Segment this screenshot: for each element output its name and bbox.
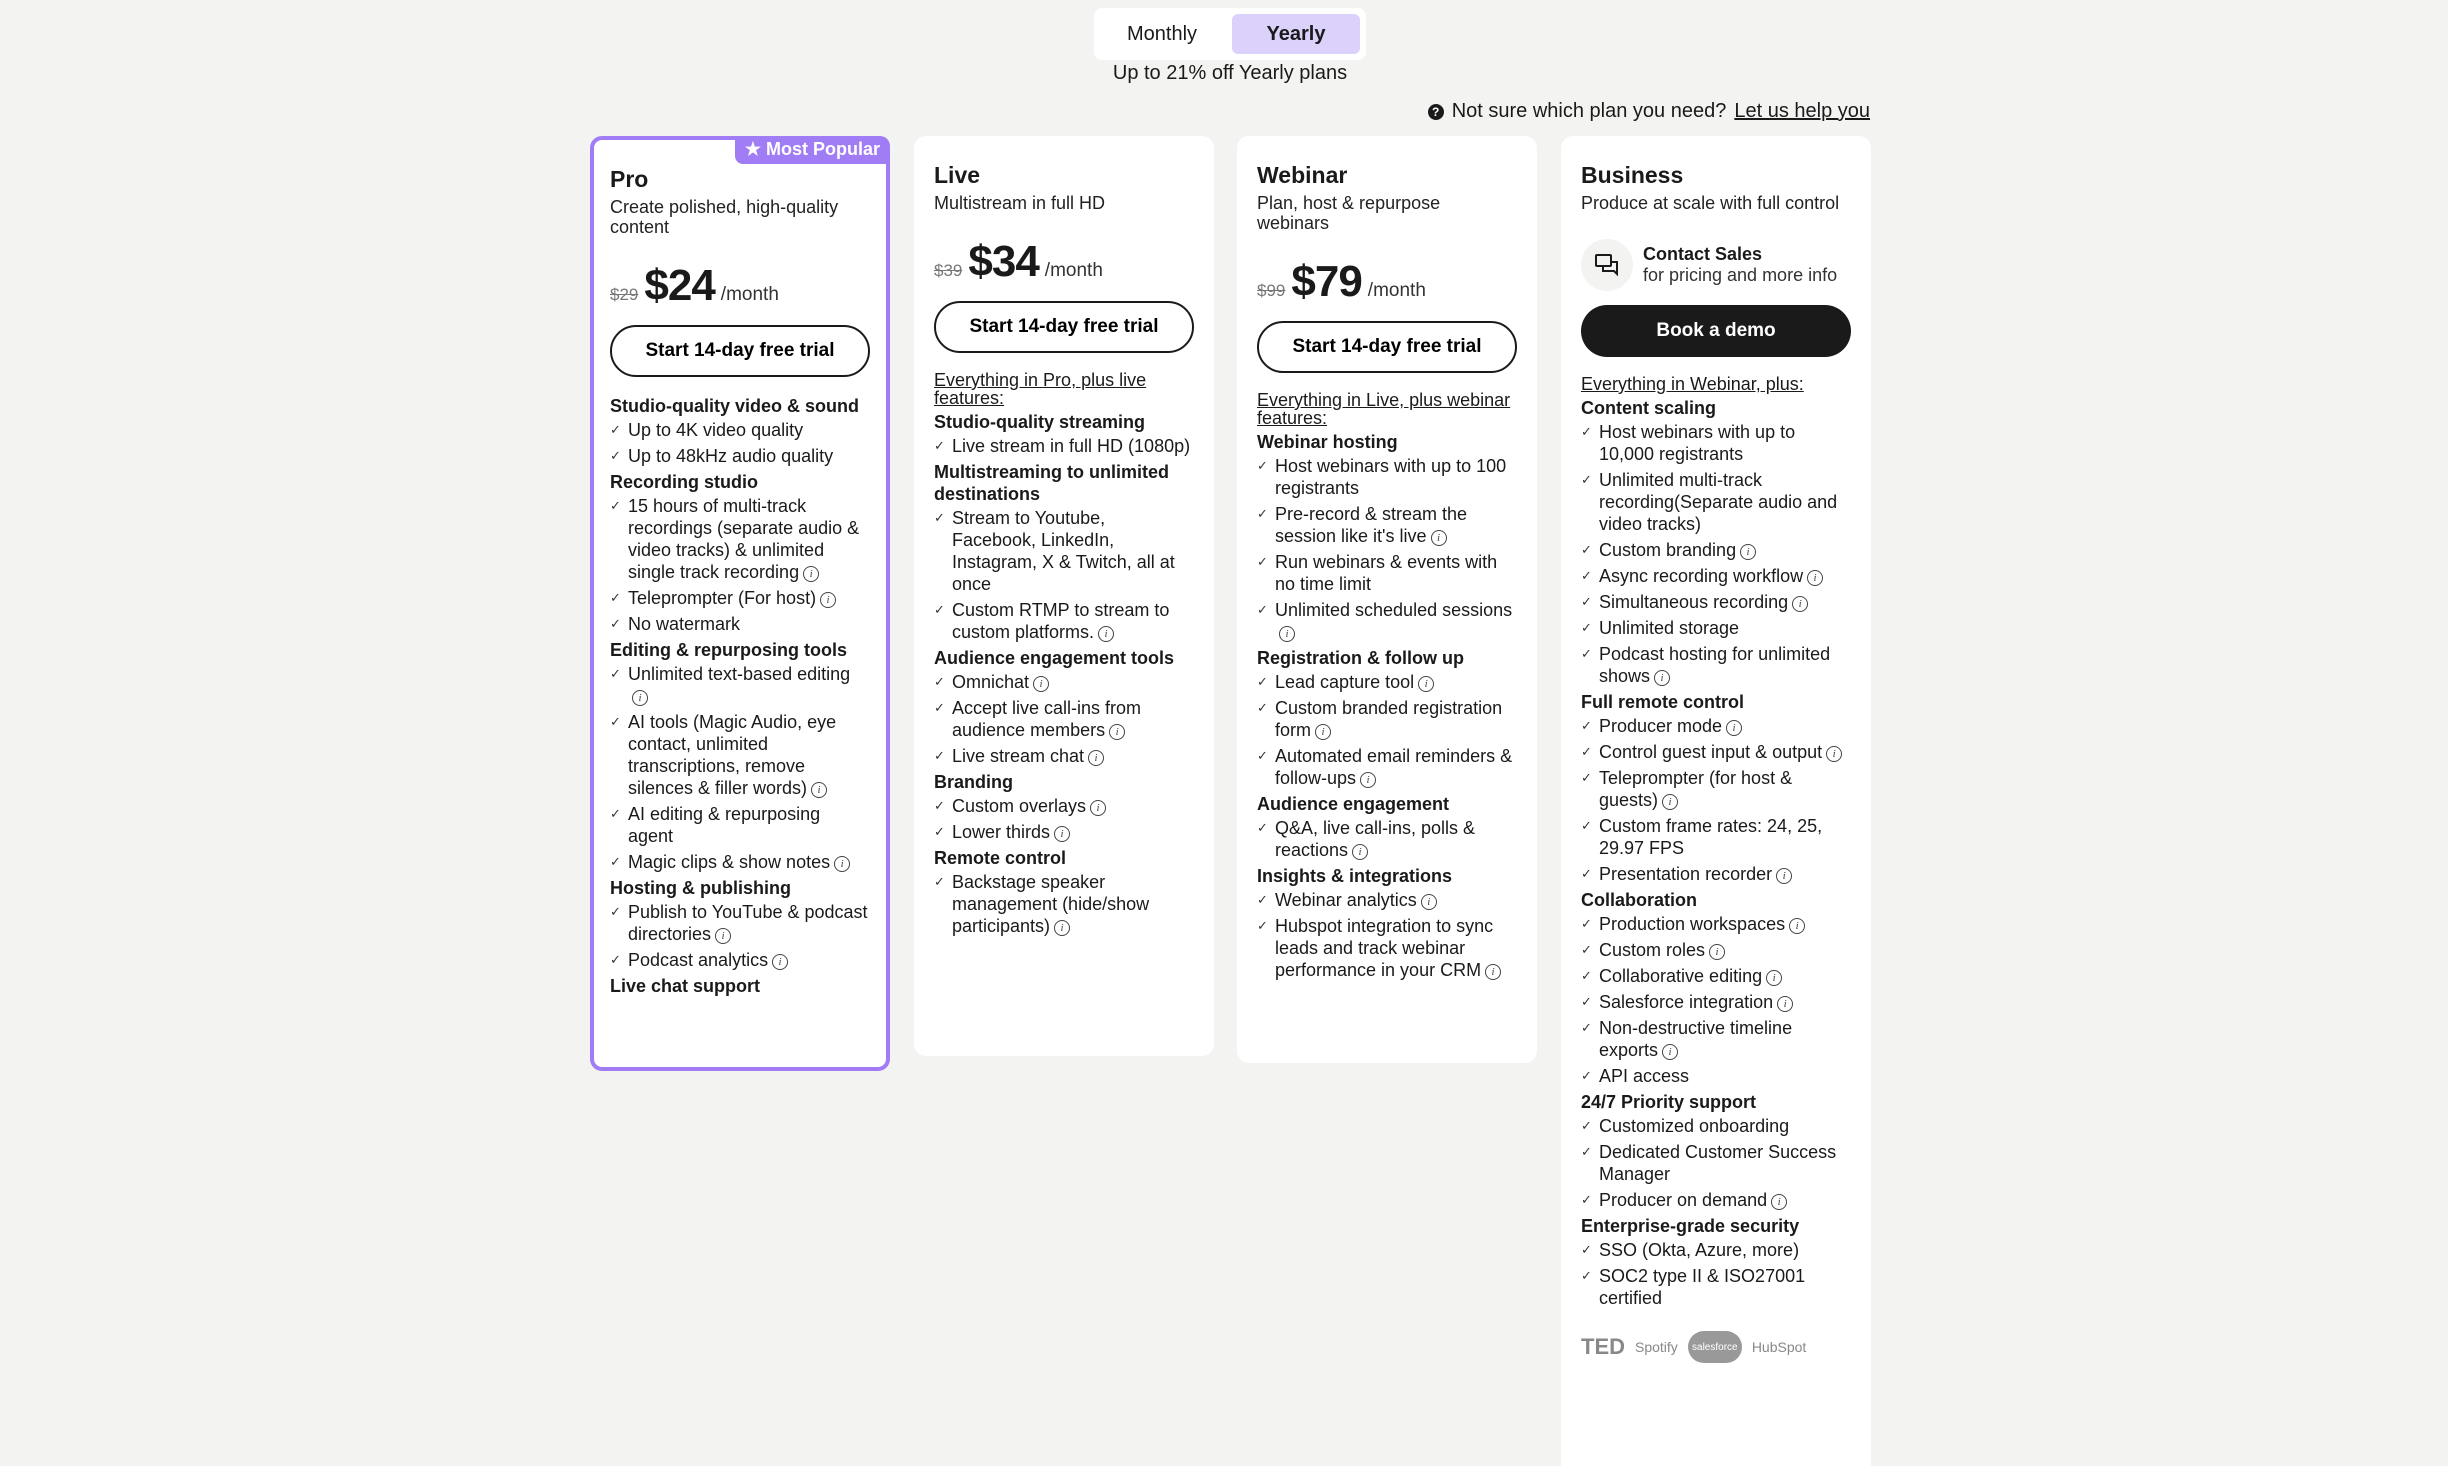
info-icon[interactable]: i: [1654, 670, 1670, 686]
feature-text: Content scaling: [1581, 398, 1717, 418]
feature-text: Async recording workflow: [1599, 566, 1804, 586]
feature-text: Remote control: [934, 848, 1067, 868]
feature-text: Backstage speaker management (hide/show participants): [952, 872, 1150, 936]
feature-section-heading: [1257, 865, 1517, 887]
feature-item: [1581, 1065, 1851, 1087]
feature-item: [1581, 1115, 1851, 1137]
feature-item: [1581, 1017, 1851, 1061]
feature-list: [1581, 375, 1851, 1309]
feature-item: [610, 419, 870, 441]
feature-section-heading: [610, 877, 870, 899]
info-icon[interactable]: i: [1776, 868, 1792, 884]
feature-text: Presentation recorder: [1599, 864, 1773, 884]
feature-section-heading: [610, 471, 870, 493]
plan-card-webinar: [1237, 136, 1537, 1063]
feature-text: Up to 48kHz audio quality: [628, 446, 834, 466]
info-icon[interactable]: i: [803, 566, 819, 582]
feature-item: [934, 821, 1194, 843]
info-icon[interactable]: i: [1421, 894, 1437, 910]
price-row: [610, 261, 870, 311]
feature-text: Multistreaming to unlimited destinations: [934, 462, 1170, 504]
feature-text: Enterprise-grade security: [1581, 1216, 1800, 1236]
feature-item: [1581, 1265, 1851, 1309]
feature-item: [610, 803, 870, 847]
info-icon[interactable]: i: [820, 592, 836, 608]
yearly-toggle-button[interactable]: Yearly: [1232, 14, 1360, 54]
feature-text: SSO (Okta, Azure, more): [1599, 1240, 1800, 1260]
plan-card-live: [914, 136, 1214, 1056]
feature-item: [1581, 767, 1851, 811]
feature-section-heading: [934, 411, 1194, 433]
feature-item: [934, 871, 1194, 937]
feature-intro: [1581, 375, 1851, 393]
feature-text: Hosting & publishing: [610, 878, 791, 898]
plan-help: [1428, 100, 1870, 123]
feature-text: Branding: [934, 772, 1013, 792]
info-icon[interactable]: i: [1431, 530, 1447, 546]
feature-list: [1257, 391, 1517, 981]
plan-name: Webinar: [1257, 162, 1348, 188]
info-icon[interactable]: i: [1360, 772, 1376, 788]
book-demo-button[interactable]: Book a demo: [1581, 305, 1851, 357]
contact-sales-subtitle: for pricing and more info: [1643, 265, 1838, 285]
feature-text: Audience engagement tools: [934, 648, 1175, 668]
feature-section-heading: [934, 847, 1194, 869]
feature-section-heading: [1581, 397, 1851, 419]
feature-item: [1581, 741, 1851, 763]
feature-text: Unlimited storage: [1599, 618, 1740, 638]
feature-section-heading: [934, 771, 1194, 793]
plan-tagline: Produce at scale with full control: [1581, 193, 1840, 213]
feature-item: [934, 599, 1194, 643]
old-price: $99: [1257, 281, 1286, 300]
info-icon[interactable]: i: [1485, 964, 1501, 980]
info-icon[interactable]: i: [1033, 676, 1049, 692]
feature-item: [1581, 939, 1851, 961]
feature-text: API access: [1599, 1066, 1690, 1086]
info-icon[interactable]: i: [1418, 676, 1434, 692]
info-icon[interactable]: i: [1054, 920, 1070, 936]
info-icon[interactable]: i: [1088, 750, 1104, 766]
info-icon[interactable]: i: [1726, 720, 1742, 736]
feature-section-heading: [1257, 647, 1517, 669]
feature-text: Podcast analytics: [628, 950, 769, 970]
plan-tagline: Plan, host & repurpose webinars: [1257, 193, 1441, 233]
feature-text: Everything in Webinar, plus:: [1581, 374, 1804, 394]
info-icon[interactable]: i: [1279, 626, 1295, 642]
price-row: [934, 237, 1194, 287]
feature-item: [1581, 815, 1851, 859]
info-icon[interactable]: i: [1777, 996, 1793, 1012]
feature-text: Custom overlays: [952, 796, 1087, 816]
feature-item: [1257, 697, 1517, 741]
feature-section-heading: [934, 461, 1194, 505]
feature-text: Q&A, live call-ins, polls & reactions: [1275, 818, 1476, 860]
feature-item: [1581, 991, 1851, 1013]
feature-text: Custom branded registration form: [1275, 698, 1503, 740]
feature-item: [1257, 551, 1517, 595]
feature-section-heading: [1257, 793, 1517, 815]
plan-tagline: Multistream in full HD: [934, 193, 1106, 213]
feature-text: Pre-record & stream the session like it's live: [1275, 504, 1468, 546]
feature-text: Teleprompter (for host & guests): [1599, 768, 1793, 810]
feature-item: [610, 613, 870, 635]
feature-text: Publish to YouTube & podcast directories: [628, 902, 868, 944]
feature-list: [934, 371, 1194, 937]
feature-text: Lead capture tool: [1275, 672, 1415, 692]
feature-section-heading: [610, 395, 870, 417]
feature-intro: [1257, 391, 1517, 427]
hubspot-logo: HubSpot: [1751, 1339, 1807, 1355]
feature-text: Custom RTMP to stream to custom platforms.: [952, 600, 1170, 642]
feature-item: [1581, 539, 1851, 561]
plan-name: Live: [934, 162, 981, 188]
feature-text: Omnichat: [952, 672, 1030, 692]
feature-section-heading: [1581, 889, 1851, 911]
feature-text: Accept live call-ins from audience members: [952, 698, 1142, 740]
feature-text: Magic clips & show notes: [628, 852, 831, 872]
info-icon[interactable]: i: [1662, 1044, 1678, 1060]
info-icon[interactable]: i: [1352, 844, 1368, 860]
feature-item: [1257, 915, 1517, 981]
feature-item: [610, 445, 870, 467]
feature-text: Run webinars & events with no time limit: [1275, 552, 1498, 594]
feature-text: Unlimited text-based editing: [628, 664, 851, 684]
customer-logos: [1581, 1331, 1851, 1363]
feature-text: Collaborative editing: [1599, 966, 1763, 986]
billing-toggle: [1094, 8, 1366, 60]
feature-item: [1581, 715, 1851, 737]
feature-section-heading: [1581, 1215, 1851, 1237]
feature-item: [610, 663, 870, 707]
feature-section-heading: [1581, 1091, 1851, 1113]
info-icon[interactable]: i: [632, 690, 648, 706]
info-icon[interactable]: i: [1826, 746, 1842, 762]
feature-text: Unlimited multi-track recording(Separate audio and video tracks): [1599, 470, 1838, 534]
feature-text: Host webinars with up to 10,000 registrants: [1599, 422, 1796, 464]
feature-item: [1257, 671, 1517, 693]
plan-help-text: Not sure which plan you need?: [1451, 100, 1727, 122]
feature-item: [1257, 745, 1517, 789]
feature-item: [610, 711, 870, 799]
price-period: /month: [1367, 280, 1426, 301]
price: $79: [1291, 257, 1362, 306]
feature-text: Studio-quality streaming: [934, 412, 1146, 432]
feature-text: Production workspaces: [1599, 914, 1786, 934]
info-icon[interactable]: i: [834, 856, 850, 872]
feature-text: Control guest input & output: [1599, 742, 1823, 762]
feature-section-heading: [610, 975, 870, 997]
info-icon[interactable]: i: [772, 954, 788, 970]
question-icon: ?: [1428, 104, 1444, 120]
info-icon[interactable]: i: [1789, 918, 1805, 934]
feature-text: Salesforce integration: [1599, 992, 1774, 1012]
feature-text: Live stream chat: [952, 746, 1085, 766]
feature-text: Audience engagement: [1257, 794, 1450, 814]
info-icon[interactable]: i: [1315, 724, 1331, 740]
feature-text: Producer on demand: [1599, 1190, 1768, 1210]
feature-item: [610, 901, 870, 945]
feature-text: Non-destructive timeline exports: [1599, 1018, 1793, 1060]
chat-icon: [1581, 239, 1633, 291]
info-icon[interactable]: i: [1109, 724, 1125, 740]
feature-item: [610, 587, 870, 609]
feature-item: [1581, 913, 1851, 935]
price-row: [1257, 257, 1517, 307]
feature-list: [610, 395, 870, 997]
feature-text: Up to 4K video quality: [628, 420, 804, 440]
feature-text: Lower thirds: [952, 822, 1051, 842]
feature-text: Live stream in full HD (1080p): [952, 436, 1191, 456]
start-trial-button[interactable]: Start 14-day free trial: [1257, 321, 1517, 373]
most-popular-badge: ★ Most Popular: [735, 136, 890, 164]
info-icon[interactable]: i: [1792, 596, 1808, 612]
feature-section-heading: [1257, 431, 1517, 453]
feature-item: [610, 949, 870, 971]
feature-text: Customized onboarding: [1599, 1116, 1790, 1136]
info-icon[interactable]: i: [1766, 970, 1782, 986]
feature-item: [610, 851, 870, 873]
feature-item: [934, 795, 1194, 817]
feature-text: Custom branding: [1599, 540, 1737, 560]
feature-text: Stream to Youtube, Facebook, LinkedIn, Instagram, X & Twitch, all at once: [952, 508, 1175, 594]
feature-item: [934, 507, 1194, 595]
feature-text: Registration & follow up: [1257, 648, 1464, 668]
feature-item: [1257, 455, 1517, 499]
plan-tagline: Create polished, high-quality content: [610, 197, 839, 237]
feature-item: [1581, 1239, 1851, 1261]
feature-item: [1581, 1141, 1851, 1185]
price-period: /month: [1044, 260, 1103, 281]
feature-text: Collaboration: [1581, 890, 1697, 910]
spotify-logo: Spotify: [1635, 1339, 1678, 1355]
feature-text: Teleprompter (For host): [628, 588, 817, 608]
feature-text: No watermark: [628, 614, 741, 634]
plan-card-business: [1561, 136, 1871, 1466]
feature-text: Live chat support: [610, 976, 761, 996]
feature-text: SOC2 type II & ISO27001 certified: [1599, 1266, 1806, 1308]
info-icon[interactable]: i: [1709, 944, 1725, 960]
feature-text: Custom roles: [1599, 940, 1706, 960]
feature-item: [1257, 817, 1517, 861]
feature-text: AI tools (Magic Audio, eye contact, unlimited transcriptions, remove silences & filler words): [628, 712, 837, 798]
help-link[interactable]: Let us help you: [1734, 100, 1870, 122]
feature-section-heading: [1581, 691, 1851, 713]
info-icon[interactable]: i: [1740, 544, 1756, 560]
info-icon[interactable]: i: [1662, 794, 1678, 810]
info-icon[interactable]: i: [1771, 1194, 1787, 1210]
feature-text: Dedicated Customer Success Manager: [1599, 1142, 1837, 1184]
feature-item: [934, 671, 1194, 693]
info-icon[interactable]: i: [811, 782, 827, 798]
start-trial-button[interactable]: Start 14-day free trial: [934, 301, 1194, 353]
feature-text: Everything in Live, plus webinar features:: [1257, 390, 1511, 428]
monthly-toggle-button[interactable]: Monthly: [1126, 23, 1198, 45]
plan-card-pro: [590, 136, 890, 1071]
feature-item: [934, 435, 1194, 457]
info-icon[interactable]: i: [1090, 800, 1106, 816]
feature-item: [1257, 889, 1517, 911]
contact-sales-title: Contact Sales: [1643, 244, 1763, 264]
feature-item: [1581, 965, 1851, 987]
feature-item: [934, 697, 1194, 741]
plan-name: Pro: [610, 166, 649, 192]
feature-text: Webinar analytics: [1275, 890, 1417, 910]
plan-name: Business: [1581, 162, 1684, 188]
info-icon[interactable]: i: [1807, 570, 1823, 586]
feature-text: Producer mode: [1599, 716, 1723, 736]
ted-logo: TED: [1581, 1334, 1625, 1359]
feature-item: [934, 745, 1194, 767]
feature-text: Simultaneous recording: [1599, 592, 1789, 612]
feature-item: [1581, 565, 1851, 587]
feature-item: [1257, 599, 1517, 643]
feature-text: 24/7 Priority support: [1581, 1092, 1757, 1112]
feature-text: Unlimited scheduled sessions: [1275, 600, 1513, 620]
feature-item: [1581, 469, 1851, 535]
price-period: /month: [720, 284, 779, 305]
feature-item: [1581, 421, 1851, 465]
info-icon[interactable]: i: [1098, 626, 1114, 642]
contact-sales: [1581, 239, 1851, 291]
feature-text: Everything in Pro, plus live features:: [934, 370, 1147, 408]
salesforce-logo: salesforce: [1688, 1331, 1742, 1363]
feature-text: Studio-quality video & sound: [610, 396, 859, 416]
feature-item: [1581, 863, 1851, 885]
feature-item: [1581, 1189, 1851, 1211]
feature-section-heading: [610, 639, 870, 661]
info-icon[interactable]: i: [715, 928, 731, 944]
price: $24: [644, 261, 715, 310]
yearly-discount-note: Up to 21% off Yearly plans: [1112, 62, 1348, 84]
feature-text: Webinar hosting: [1257, 432, 1398, 452]
feature-text: Full remote control: [1581, 692, 1745, 712]
feature-text: AI editing & repurposing agent: [628, 804, 821, 846]
feature-item: [1581, 617, 1851, 639]
feature-section-heading: [934, 647, 1194, 669]
feature-item: [1581, 643, 1851, 687]
old-price: $29: [610, 285, 639, 304]
feature-text: Editing & repurposing tools: [610, 640, 847, 660]
old-price: $39: [934, 261, 963, 280]
feature-item: [1581, 591, 1851, 613]
feature-text: Automated email reminders & follow-ups: [1275, 746, 1513, 788]
feature-text: Recording studio: [610, 472, 758, 492]
feature-text: Insights & integrations: [1257, 866, 1453, 886]
feature-text: Custom frame rates: 24, 25, 29.97 FPS: [1599, 816, 1823, 858]
price: $34: [968, 237, 1039, 286]
feature-text: Host webinars with up to 100 registrants: [1275, 456, 1507, 498]
feature-item: [610, 495, 870, 583]
feature-text: Hubspot integration to sync leads and track webinar performance in your CRM: [1275, 916, 1494, 980]
feature-text: Podcast hosting for unlimited shows: [1599, 644, 1831, 686]
feature-text: 15 hours of multi-track recordings (separate audio & video tracks) & unlimited single track recording: [628, 496, 860, 582]
info-icon[interactable]: i: [1054, 826, 1070, 842]
feature-intro: [934, 371, 1194, 407]
start-trial-button[interactable]: Start 14-day free trial: [610, 325, 870, 377]
feature-item: [1257, 503, 1517, 547]
